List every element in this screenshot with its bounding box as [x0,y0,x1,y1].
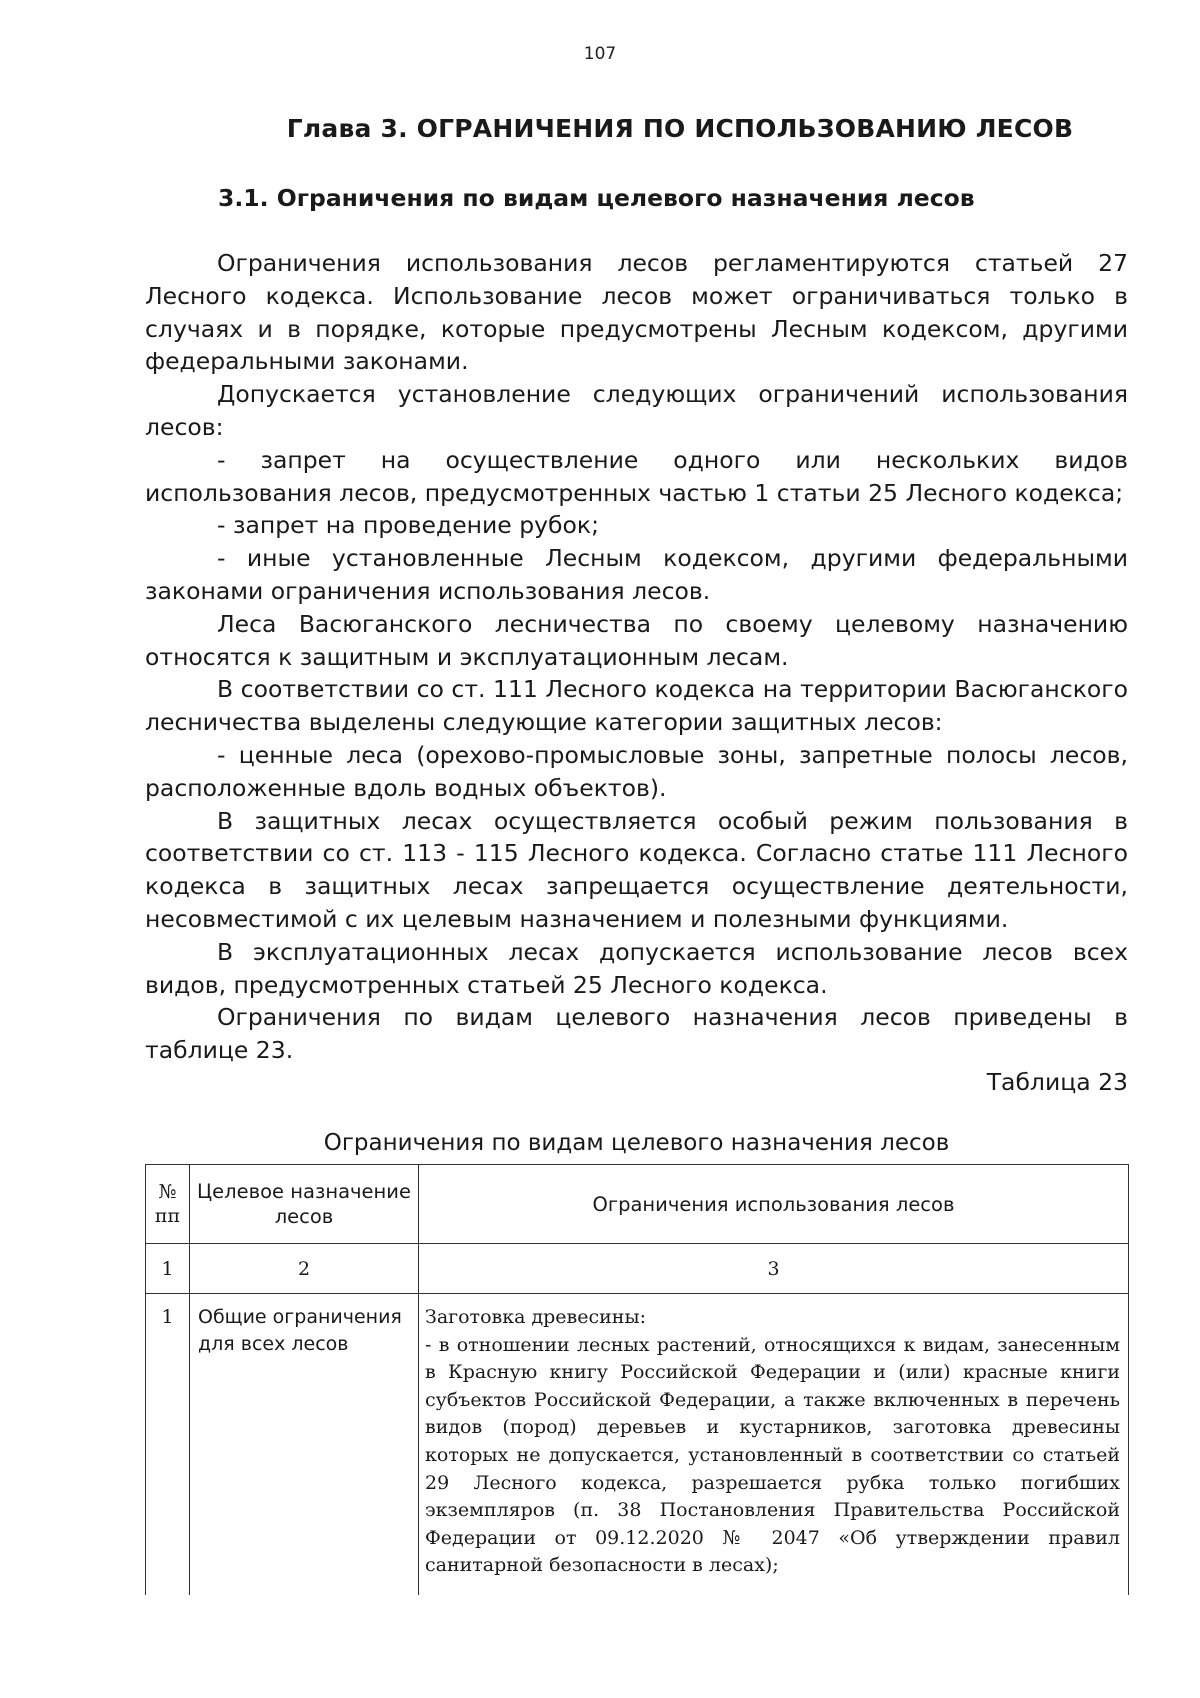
body-text [145,247,1128,1067]
header-num: № пп [146,1165,190,1244]
table-header-row [146,1165,1129,1244]
paragraph: В защитных лесах осуществляется особый режим пользования в соответствии со ст. 113 - 115 Лесного кодекса. Согласно статье 111 Лесного кодекса в защитных лесах запрещается осуществление деятельности, несовместимой с их целевым назначением и полезными функциями. [145,806,1128,933]
row-restrictions [419,1294,1129,1596]
table-caption: Ограничения по видам целевого назначения лесов [323,1130,950,1156]
paragraph: Допускается установление следующих ограничений использования лесов: [145,380,1128,441]
header-purpose: Целевое назначение лесов [190,1165,419,1244]
section-title: 3.1. Ограничения по видам целевого назначения лесов [218,184,975,212]
page-number: 107 [583,44,617,64]
list-item: - ценные леса (орехово-промысловые зоны, запретные полосы лесов, расположенные вдоль водных объектов). [145,740,1128,802]
restrictions-text: - в отношении лесных растений, относящихся к видам, занесенным в Красную книгу Российской Федерации и (или) красные книги субъектов Российской Федерации, а также включенных в перечень видов (пород) деревьев и кустарников, заготовка древесины которых не допускается, установленный в соответствии со статьей 29 Лесного кодекса, разрешается рубка только погибших экземпляров (п. 38 Постановления Правительства Российской Федерации от 09.12.2020 № 2047 «Об утверждении правил санитарной безопасности в лесах); [425,1333,1120,1577]
table-index-row [146,1244,1129,1294]
column-index: 1 [146,1244,190,1294]
column-index: 2 [190,1244,419,1294]
table-label: Таблица 23 [986,1068,1128,1096]
paragraph: Леса Васюганского лесничества по своему целевому назначению относятся к защитным и эксплуатационным лесам. [145,609,1128,671]
restrictions-title: Заготовка древесины: [425,1306,646,1328]
chapter-title: Глава 3. ОГРАНИЧЕНИЯ ПО ИСПОЛЬЗОВАНИЮ ЛЕСОВ [286,114,1074,143]
table-row [146,1294,1129,1596]
row-purpose: Общие ограничения для всех лесов [190,1294,419,1596]
list-item: - запрет на проведение рубок; [217,511,600,540]
column-index: 3 [419,1244,1129,1294]
restrictions-table [145,1164,1129,1595]
list-item: - запрет на осуществление одного или нескольких видов использования лесов, предусмотренных частью 1 статьи 25 Лесного кодекса; [145,445,1128,507]
paragraph: В эксплуатационных лесах допускается использование лесов всех видов, предусмотренных статьей 25 Лесного кодекса. [145,937,1128,999]
paragraph: В соответствии со ст. 111 Лесного кодекса на территории Васюганского лесничества выделены следующие категории защитных лесов: [145,675,1128,737]
list-item: - иные установленные Лесным кодексом, другими федеральными законами ограничения использования лесов. [145,544,1128,605]
row-num: 1 [146,1294,190,1596]
paragraph: Ограничения по видам целевого назначения лесов приведены в таблице 23. [145,1003,1128,1065]
header-restrictions: Ограничения использования лесов [419,1165,1129,1244]
paragraph: Ограничения использования лесов регламентируются статьей 27 Лесного кодекса. Использование лесов может ограничиваться только в случаях и в порядке, которые предусмотрены Лесным кодексом, другими федеральными законами. [145,249,1128,376]
